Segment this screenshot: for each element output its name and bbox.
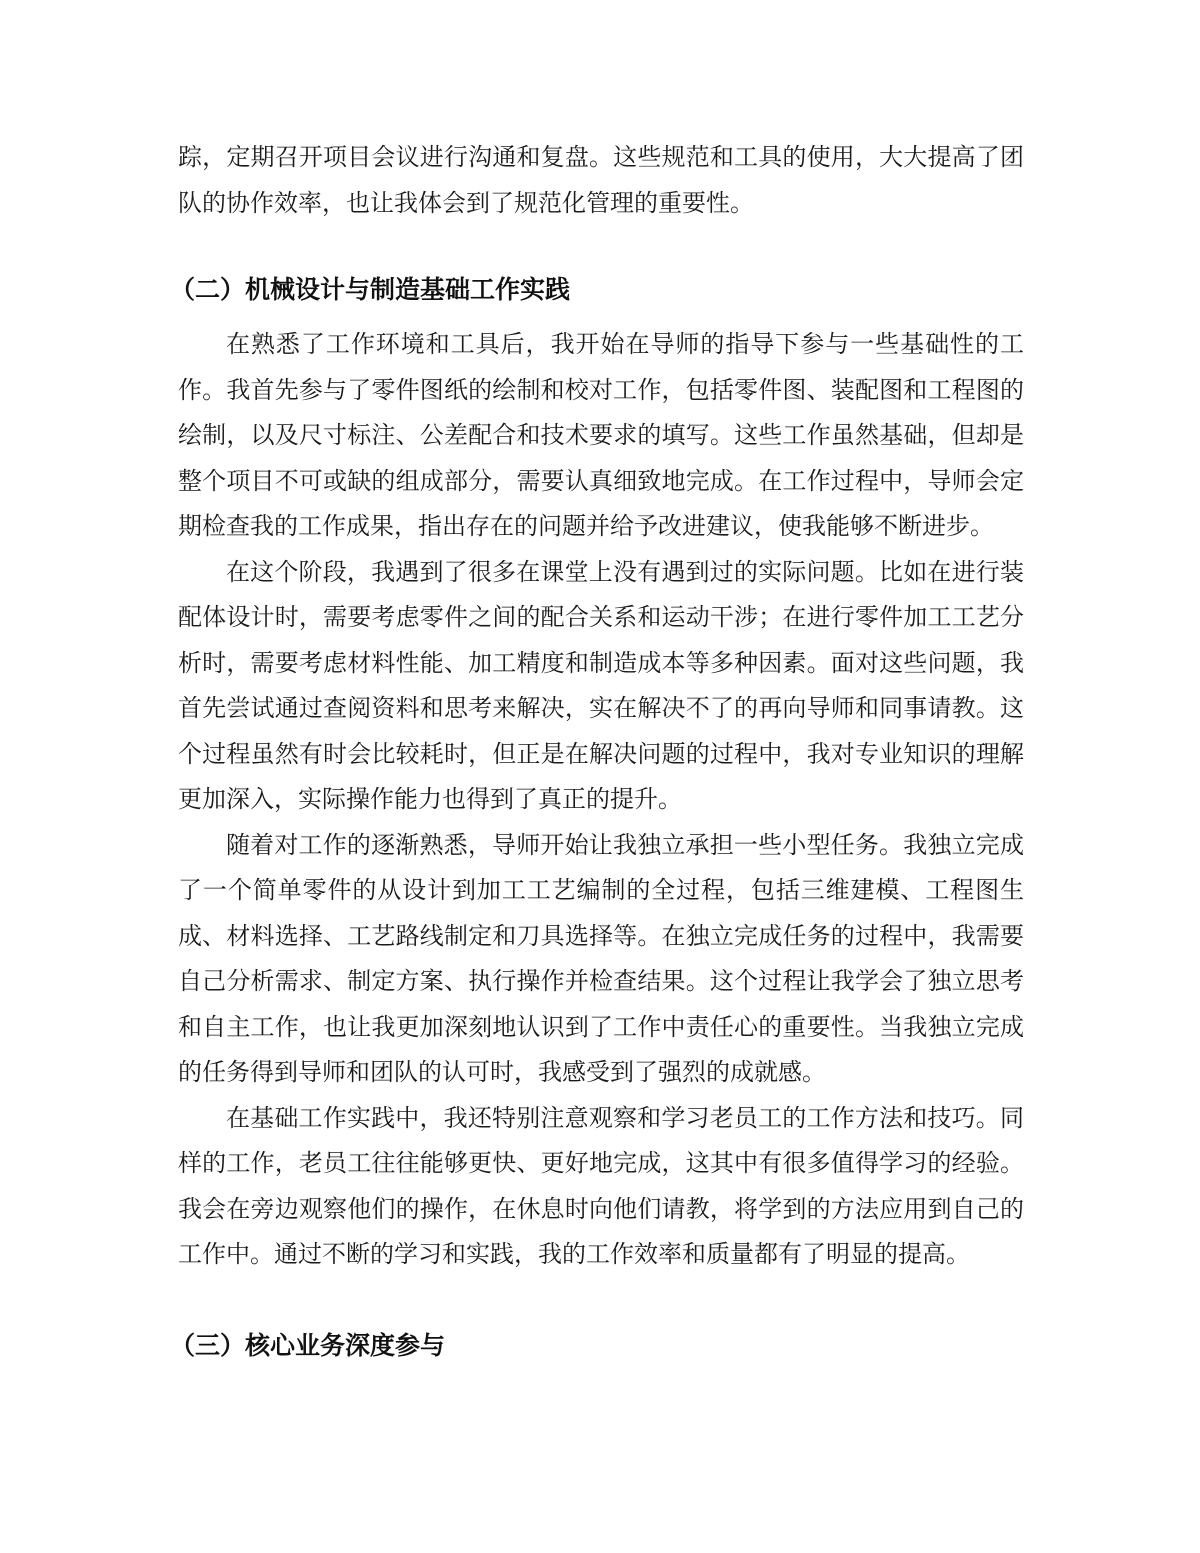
document-body <box>170 135 1024 1366</box>
body-paragraph-3: 随着对工作的逐渐熟悉，导师开始让我独立承担一些小型任务。我独立完成了一个简单零件的从设计到加工工艺编制的全过程，包括三维建模、工程图生成、材料选择、工艺路线制定和刀具选择等。在独立完成任务的过程中，我需要自己分析需求、制定方案、执行操作并检查结果。这个过程让我学会了独立思考和自主工作，也让我更加深刻地认识到了工作中责任心的重要性。当我独立完成的任务得到导师和团队的认可时，我感受到了强烈的成就感。 <box>178 830 1024 1086</box>
body-paragraph-2: 在这个阶段，我遇到了很多在课堂上没有遇到过的实际问题。比如在进行装配体设计时，需要考虑零件之间的配合关系和运动干涉；在进行零件加工工艺分析时，需要考虑材料性能、加工精度和制造成本等多种因素。面对这些问题，我首先尝试通过查阅资料和思考来解决，实在解决不了的再向导师和同事请教。这个过程虽然有时会比较耗时，但正是在解决问题的过程中，我对专业知识的理解更加深入，实际操作能力也得到了真正的提升。 <box>178 557 1024 813</box>
intro-paragraph: 踪，定期召开项目会议进行沟通和复盘。这些规范和工具的使用，大大提高了团队的协作效率，也让我体会到了规范化管理的重要性。 <box>178 143 1024 217</box>
section-heading-three: （三）核心业务深度参与 <box>170 1330 446 1360</box>
body-paragraph-4: 在基础工作实践中，我还特别注意观察和学习老员工的工作方法和技巧。同样的工作，老员工往往能够更快、更好地完成，这其中有很多值得学习的经验。我会在旁边观察他们的操作，在休息时向他们请教，将学到的方法应用到自己的工作中。通过不断的学习和实践，我的工作效率和质量都有了明显的提高。 <box>178 1103 1024 1268</box>
body-paragraph-1: 在熟悉了工作环境和工具后，我开始在导师的指导下参与一些基础性的工作。我首先参与了零件图纸的绘制和校对工作，包括零件图、装配图和工程图的绘制，以及尺寸标注、公差配合和技术要求的填写。这些工作虽然基础，但却是整个项目不可或缺的组成部分，需要认真细致地完成。在工作过程中，导师会定期检查我的工作成果，指出存在的问题并给予改进建议，使我能够不断进步。 <box>178 330 1024 540</box>
section-heading-two: （二）机械设计与制造基础工作实践 <box>170 275 571 304</box>
